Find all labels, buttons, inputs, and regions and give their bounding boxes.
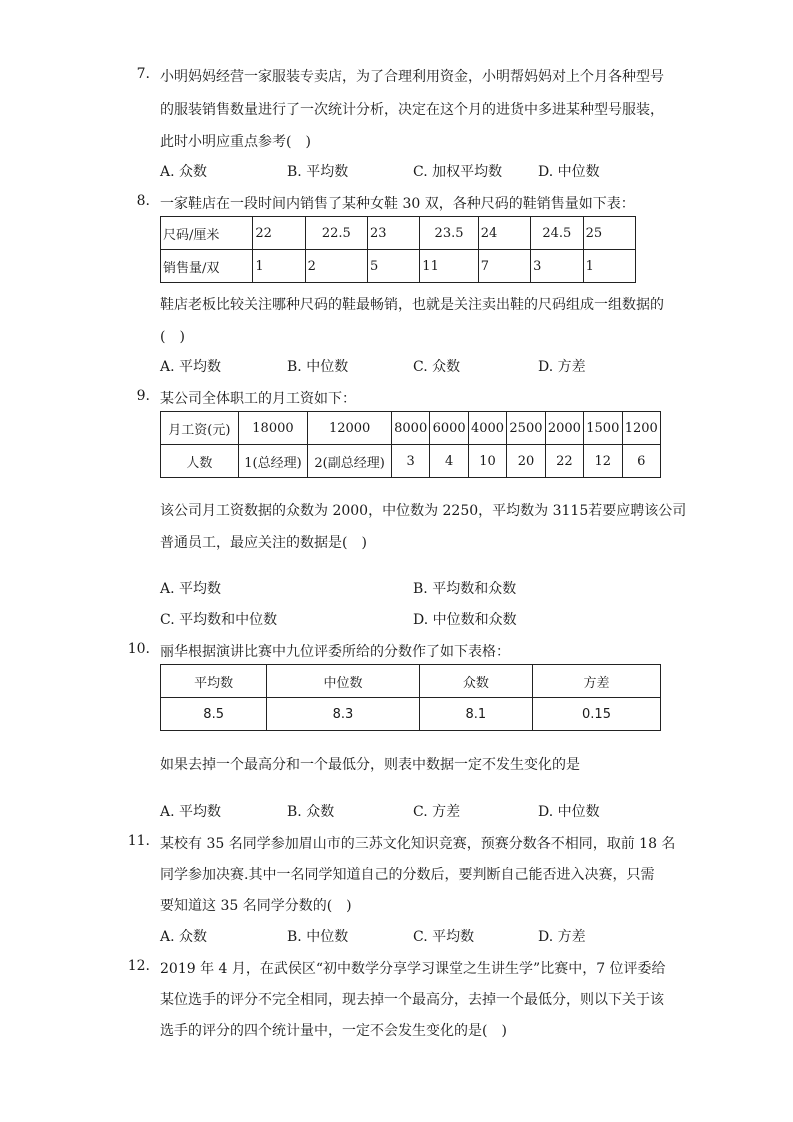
table-cell: 3 <box>531 250 584 283</box>
table-cell: 18000 <box>238 412 308 445</box>
question-text-line: 的服装销售数量进行了一次统计分析，决定在这个月的进货中多进某种型号服装， <box>160 102 664 118</box>
option-d[interactable]: D. 中位数 <box>538 804 600 820</box>
question-text-line: 小明妈妈经营一家服装专卖店，为了合理利用资金，小明帮妈妈对上个月各种型号 <box>160 69 664 85</box>
question-text-line: 某公司全体职工的月工资如下： <box>160 391 356 407</box>
table-cell: 2 <box>305 250 367 283</box>
table-cell: 6000 <box>430 412 468 445</box>
table-row <box>161 412 661 445</box>
table-cell: 2500 <box>507 412 545 445</box>
option-c[interactable]: C. 众数 <box>413 359 461 375</box>
question-number: 7. <box>136 66 150 82</box>
table-header-cell: 销售量/双 <box>161 250 253 283</box>
table-header-cell: 众数 <box>419 665 532 698</box>
question-number: 8. <box>136 193 150 209</box>
table-cell: 11 <box>420 250 478 283</box>
table-cell: 8.3 <box>267 698 419 731</box>
question-text-line: 选手的评分的四个统计量中，一定不会发生变化的是( ) <box>160 1023 507 1039</box>
option-d[interactable]: D. 方差 <box>538 359 586 375</box>
question-number: 10. <box>127 641 150 657</box>
table-header-cell: 方差 <box>533 665 661 698</box>
question-text-line: 丽华根据演讲比赛中九位评委所给的分数作了如下表格： <box>160 644 510 660</box>
question-text-line: 鞋店老板比较关注哪种尺码的鞋最畅销，也就是关注卖出鞋的尺码组成一组数据的 <box>160 297 664 313</box>
option-a[interactable]: A. 众数 <box>160 164 208 180</box>
table-cell: 12 <box>584 445 622 478</box>
option-c[interactable]: C. 平均数 <box>413 929 475 945</box>
question-number: 9. <box>136 388 150 404</box>
table-cell: 1 <box>253 250 305 283</box>
question-text-line: 要知道这 35 名同学分数的( ) <box>160 898 352 914</box>
table-cell: 2(副总经理) <box>308 445 392 478</box>
question-text-line: 一家鞋店在一段时间内销售了某种女鞋 30 双，各种尺码的鞋销售量如下表： <box>160 196 635 212</box>
question-text-line: 普通员工，最应关注的数据是( ) <box>160 535 367 551</box>
option-d[interactable]: D. 中位数和众数 <box>413 612 517 628</box>
table-cell: 22 <box>253 217 305 250</box>
table-cell: 25 <box>583 217 635 250</box>
question-text-line: ( ) <box>160 329 185 345</box>
question-text-line: 某校有 35 名同学参加眉山市的三苏文化知识竞赛，预赛分数各不相同，取前 18 名 <box>160 836 676 852</box>
table-cell: 1200 <box>622 412 660 445</box>
option-a[interactable]: A. 平均数 <box>160 804 222 820</box>
option-d[interactable]: D. 方差 <box>538 929 586 945</box>
question-number: 11. <box>127 833 150 849</box>
question-text-line: 如果去掉一个最高分和一个最低分，则表中数据一定不发生变化的是 <box>160 757 580 773</box>
table-header-cell: 人数 <box>161 445 239 478</box>
table-row <box>161 445 661 478</box>
question-text-line: 2019 年 4 月，在武侯区“初中数学分享学习课堂之生讲生学”比赛中，7 位评委给 <box>160 961 666 977</box>
table-cell: 20 <box>507 445 545 478</box>
table-header-cell: 平均数 <box>161 665 267 698</box>
question-text-line: 某位选手的评分不完全相同，现去掉一个最高分，去掉一个最低分，则以下关于该 <box>160 992 664 1008</box>
table-header-cell: 月工资(元) <box>161 412 239 445</box>
table-cell: 4 <box>430 445 468 478</box>
shoe-size-table <box>160 216 636 283</box>
table-cell: 0.15 <box>533 698 661 731</box>
question-text-line: 此时小明应重点参考( ) <box>160 134 311 150</box>
table-cell: 2000 <box>545 412 583 445</box>
question-text-line: 同学参加决赛.其中一名同学知道自己的分数后，要判断自己能否进入决赛，只需 <box>160 867 655 883</box>
table-row <box>161 217 636 250</box>
table-header-cell: 中位数 <box>267 665 419 698</box>
table-cell: 5 <box>367 250 419 283</box>
question-text-line: 该公司月工资数据的众数为 2000，中位数为 2250，平均数为 3115若要应聘该公司 <box>160 503 687 519</box>
table-cell: 8000 <box>391 412 429 445</box>
option-b[interactable]: B. 中位数 <box>287 359 349 375</box>
table-cell: 23 <box>367 217 419 250</box>
table-cell: 10 <box>468 445 506 478</box>
table-header-cell: 尺码/厘米 <box>161 217 253 250</box>
table-cell: 8.1 <box>419 698 532 731</box>
table-row <box>161 250 636 283</box>
table-row <box>161 665 661 698</box>
option-b[interactable]: B. 平均数和众数 <box>413 581 517 597</box>
option-b[interactable]: B. 中位数 <box>287 929 349 945</box>
option-d[interactable]: D. 中位数 <box>538 164 600 180</box>
score-stats-table <box>160 664 661 731</box>
table-cell: 3 <box>391 445 429 478</box>
question-number: 12. <box>127 958 150 974</box>
table-cell: 12000 <box>308 412 392 445</box>
wage-table <box>160 411 661 478</box>
table-cell: 23.5 <box>420 217 478 250</box>
table-cell: 7 <box>478 250 530 283</box>
table-cell: 1500 <box>584 412 622 445</box>
option-c[interactable]: C. 平均数和中位数 <box>160 612 278 628</box>
table-cell: 24 <box>478 217 530 250</box>
option-b[interactable]: B. 平均数 <box>287 164 349 180</box>
option-a[interactable]: A. 平均数 <box>160 581 222 597</box>
table-cell: 24.5 <box>531 217 584 250</box>
option-c[interactable]: C. 方差 <box>413 804 461 820</box>
table-cell: 1(总经理) <box>238 445 308 478</box>
option-a[interactable]: A. 平均数 <box>160 359 222 375</box>
table-cell: 22.5 <box>305 217 367 250</box>
table-cell: 8.5 <box>161 698 267 731</box>
table-cell: 22 <box>545 445 583 478</box>
table-cell: 1 <box>583 250 635 283</box>
table-cell: 4000 <box>468 412 506 445</box>
option-a[interactable]: A. 众数 <box>160 929 208 945</box>
option-c[interactable]: C. 加权平均数 <box>413 164 503 180</box>
option-b[interactable]: B. 众数 <box>287 804 335 820</box>
table-cell: 6 <box>622 445 660 478</box>
table-row <box>161 698 661 731</box>
